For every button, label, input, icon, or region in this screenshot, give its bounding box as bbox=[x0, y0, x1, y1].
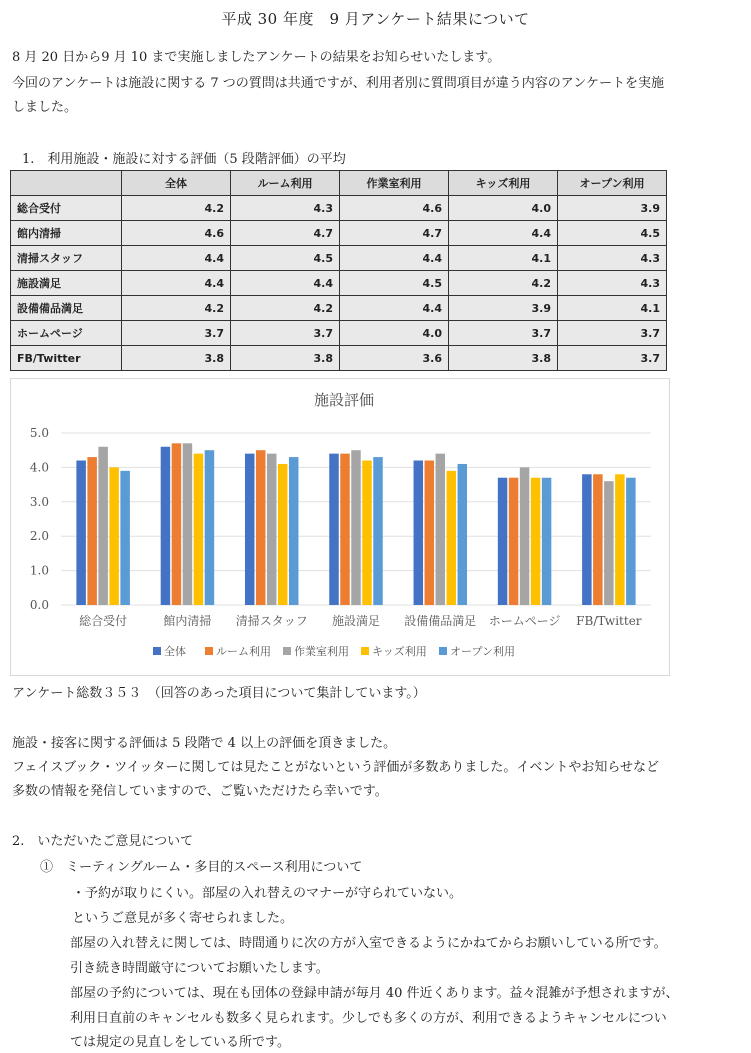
table-cell: 4.5 bbox=[231, 246, 340, 271]
bar bbox=[593, 474, 603, 605]
table-cell: 3.7 bbox=[449, 321, 558, 346]
bar bbox=[183, 443, 193, 605]
legend-label: オープン利用 bbox=[450, 645, 516, 658]
table-cell: 4.3 bbox=[231, 196, 340, 221]
x-tick-label: 清掃スタッフ bbox=[235, 614, 308, 628]
table-header: 作業室利用 bbox=[340, 171, 449, 196]
y-tick-label: 4.0 bbox=[29, 460, 49, 475]
bar bbox=[329, 454, 339, 605]
legend-label: ルーム利用 bbox=[216, 645, 271, 658]
rating-chart bbox=[10, 378, 670, 676]
table-cell: 3.8 bbox=[231, 346, 340, 371]
x-tick-label: FB/Twitter bbox=[576, 614, 642, 628]
bar bbox=[531, 478, 541, 605]
y-tick-label: 3.0 bbox=[29, 494, 49, 509]
summary-line-2: フェイスブック・ツイッターに関しては見たことがないという評価が多数ありました。イベントやお知らせなど bbox=[12, 760, 660, 775]
table-cell: 3.9 bbox=[449, 296, 558, 321]
legend-swatch bbox=[361, 647, 369, 655]
bar bbox=[87, 457, 97, 605]
bar bbox=[267, 454, 277, 605]
x-tick-label: 設備備品満足 bbox=[404, 614, 477, 628]
bar bbox=[256, 450, 266, 605]
y-tick-label: 0.0 bbox=[29, 598, 49, 612]
paragraph-line: 部屋の予約については、現在も団体の登録申請が毎月 40 件近くあります。益々混雑が予想されますが、 bbox=[70, 986, 679, 1001]
table-cell: 4.3 bbox=[558, 271, 667, 296]
row-label: 設備備品満足 bbox=[11, 296, 122, 321]
bar bbox=[447, 471, 457, 605]
summary-line-3: 多数の情報を発信していますので、ご覧いただけたら幸いです。 bbox=[12, 784, 388, 799]
intro-line-3: しました。 bbox=[12, 100, 78, 115]
paragraph-line: 利用日直前のキャンセルも数多く見られます。少しでも多くの方が、利用できるようキャンセルについ bbox=[70, 1011, 667, 1026]
intro-line-2: 今回のアンケートは施設に関する 7 つの質問は共通ですが、利用者別に質問項目が違う内容のアンケートを実施 bbox=[12, 76, 664, 91]
bar bbox=[509, 478, 518, 605]
table-cell: 4.4 bbox=[340, 246, 449, 271]
x-tick-label: 総合受付 bbox=[79, 614, 128, 628]
table-cell: 4.5 bbox=[340, 271, 449, 296]
table-cell: 4.4 bbox=[340, 296, 449, 321]
table-row bbox=[11, 321, 667, 346]
legend-swatch bbox=[283, 647, 291, 655]
section-heading-1: 1. 利用施設・施設に対する評価（5 段階評価）の平均 bbox=[22, 152, 346, 167]
bar bbox=[98, 447, 108, 605]
table-cell: 4.4 bbox=[449, 221, 558, 246]
table-cell: 3.7 bbox=[231, 321, 340, 346]
survey-total: アンケート総数３５３ （回答のあった項目について集計しています。） bbox=[12, 686, 426, 701]
table-cell: 3.8 bbox=[122, 346, 231, 371]
table-cell: 3.6 bbox=[340, 346, 449, 371]
table-cell: 4.2 bbox=[231, 296, 340, 321]
paragraph-line: 部屋の入れ替えに関しては、時間通りに次の方が入室できるようにかねてからお願いしている所です。 bbox=[70, 936, 667, 951]
bar bbox=[458, 464, 468, 605]
subsection-heading-1: ① ミーティングルーム・多目的スペース利用について bbox=[40, 860, 363, 875]
bar bbox=[604, 481, 614, 605]
table-cell: 4.4 bbox=[231, 271, 340, 296]
table-header: 全体 bbox=[122, 171, 231, 196]
table-row bbox=[11, 246, 667, 271]
chart-title: 施設評価 bbox=[313, 391, 375, 409]
legend-label: キッズ利用 bbox=[372, 645, 427, 658]
y-tick-label: 5.0 bbox=[29, 426, 49, 440]
bar bbox=[436, 454, 446, 605]
table-cell: 4.1 bbox=[449, 246, 558, 271]
table-cell: 4.7 bbox=[231, 221, 340, 246]
rating-table bbox=[10, 170, 667, 371]
table-row bbox=[11, 296, 667, 321]
bar bbox=[120, 471, 129, 605]
bar bbox=[362, 461, 372, 605]
paragraph-line: ・予約が取りにくい。部屋の入れ替えのマナーが守られていない。 bbox=[72, 886, 463, 901]
page-title: 平成 30 年度 9 月アンケート結果について bbox=[221, 10, 530, 28]
table-header: オープン利用 bbox=[558, 171, 667, 196]
row-label: 清掃スタッフ bbox=[11, 246, 122, 271]
table-cell: 4.2 bbox=[122, 196, 231, 221]
legend-label: 全体 bbox=[164, 645, 186, 658]
intro-line-1: 8 月 20 日から9 月 10 まで実施しましたアンケートの結果をお知らせいたします。 bbox=[12, 50, 501, 65]
bar bbox=[373, 457, 383, 605]
table-row bbox=[11, 196, 667, 221]
legend-label: 作業室利用 bbox=[294, 645, 349, 658]
table-cell: 4.4 bbox=[122, 271, 231, 296]
bar bbox=[278, 464, 288, 605]
table-header: キッズ利用 bbox=[449, 171, 558, 196]
x-tick-label: 施設満足 bbox=[331, 614, 381, 628]
row-label: 総合受付 bbox=[11, 196, 122, 221]
table-cell: 4.1 bbox=[558, 296, 667, 321]
bar bbox=[520, 467, 530, 605]
table-cell: 3.9 bbox=[558, 196, 667, 221]
legend-swatch bbox=[153, 647, 161, 655]
row-label: ホームページ bbox=[11, 321, 122, 346]
bar bbox=[351, 450, 361, 605]
table-cell: 4.7 bbox=[340, 221, 449, 246]
table-cell: 4.0 bbox=[449, 196, 558, 221]
bar bbox=[626, 478, 636, 605]
bar bbox=[76, 461, 86, 605]
paragraph-line: というご意見が多く寄せられました。 bbox=[72, 911, 294, 926]
legend-swatch bbox=[439, 647, 447, 655]
bar bbox=[414, 461, 424, 605]
table-cell: 3.7 bbox=[122, 321, 231, 346]
bar bbox=[245, 454, 255, 605]
bar bbox=[425, 461, 435, 605]
bar bbox=[582, 474, 592, 605]
y-tick-label: 2.0 bbox=[29, 529, 49, 544]
legend-swatch bbox=[205, 647, 213, 655]
bar bbox=[161, 447, 171, 605]
bar bbox=[289, 457, 299, 605]
table-cell: 3.7 bbox=[558, 346, 667, 371]
bar bbox=[172, 443, 182, 605]
table-cell: 4.4 bbox=[122, 246, 231, 271]
table-cell: 4.6 bbox=[340, 196, 449, 221]
table-cell: 4.2 bbox=[449, 271, 558, 296]
bar bbox=[205, 450, 215, 605]
table-header-row bbox=[11, 171, 667, 196]
table-row bbox=[11, 221, 667, 246]
row-label: 施設満足 bbox=[11, 271, 122, 296]
table-corner bbox=[11, 171, 122, 196]
y-tick-label: 1.0 bbox=[29, 563, 49, 578]
table-cell: 3.8 bbox=[449, 346, 558, 371]
table-cell: 4.5 bbox=[558, 221, 667, 246]
row-label: 館内清掃 bbox=[11, 221, 122, 246]
bar bbox=[615, 474, 625, 605]
table-header: ルーム利用 bbox=[231, 171, 340, 196]
table-cell: 4.6 bbox=[122, 221, 231, 246]
section-heading-2: 2. いただいたご意見について bbox=[12, 834, 194, 849]
paragraph-line: 引き続き時間厳守についてお願いたします。 bbox=[70, 961, 329, 976]
bar bbox=[109, 467, 119, 605]
bar bbox=[498, 478, 508, 605]
row-label: FB/Twitter bbox=[11, 346, 122, 371]
table-row bbox=[11, 271, 667, 296]
x-tick-label: ホームページ bbox=[488, 614, 561, 628]
table-cell: 4.0 bbox=[340, 321, 449, 346]
table-row bbox=[11, 346, 667, 371]
rating-chart-svg bbox=[11, 379, 669, 675]
paragraph-line: ては規定の見直しをしている所です。 bbox=[70, 1035, 290, 1050]
bar bbox=[340, 454, 350, 605]
bar bbox=[194, 454, 204, 605]
summary-line-1: 施設・接客に関する評価は 5 段階で 4 以上の評価を頂きました。 bbox=[12, 736, 397, 751]
bar bbox=[542, 478, 552, 605]
x-tick-label: 館内清掃 bbox=[163, 614, 212, 628]
table-cell: 4.2 bbox=[122, 296, 231, 321]
table-cell: 4.3 bbox=[558, 246, 667, 271]
table-cell: 3.7 bbox=[558, 321, 667, 346]
